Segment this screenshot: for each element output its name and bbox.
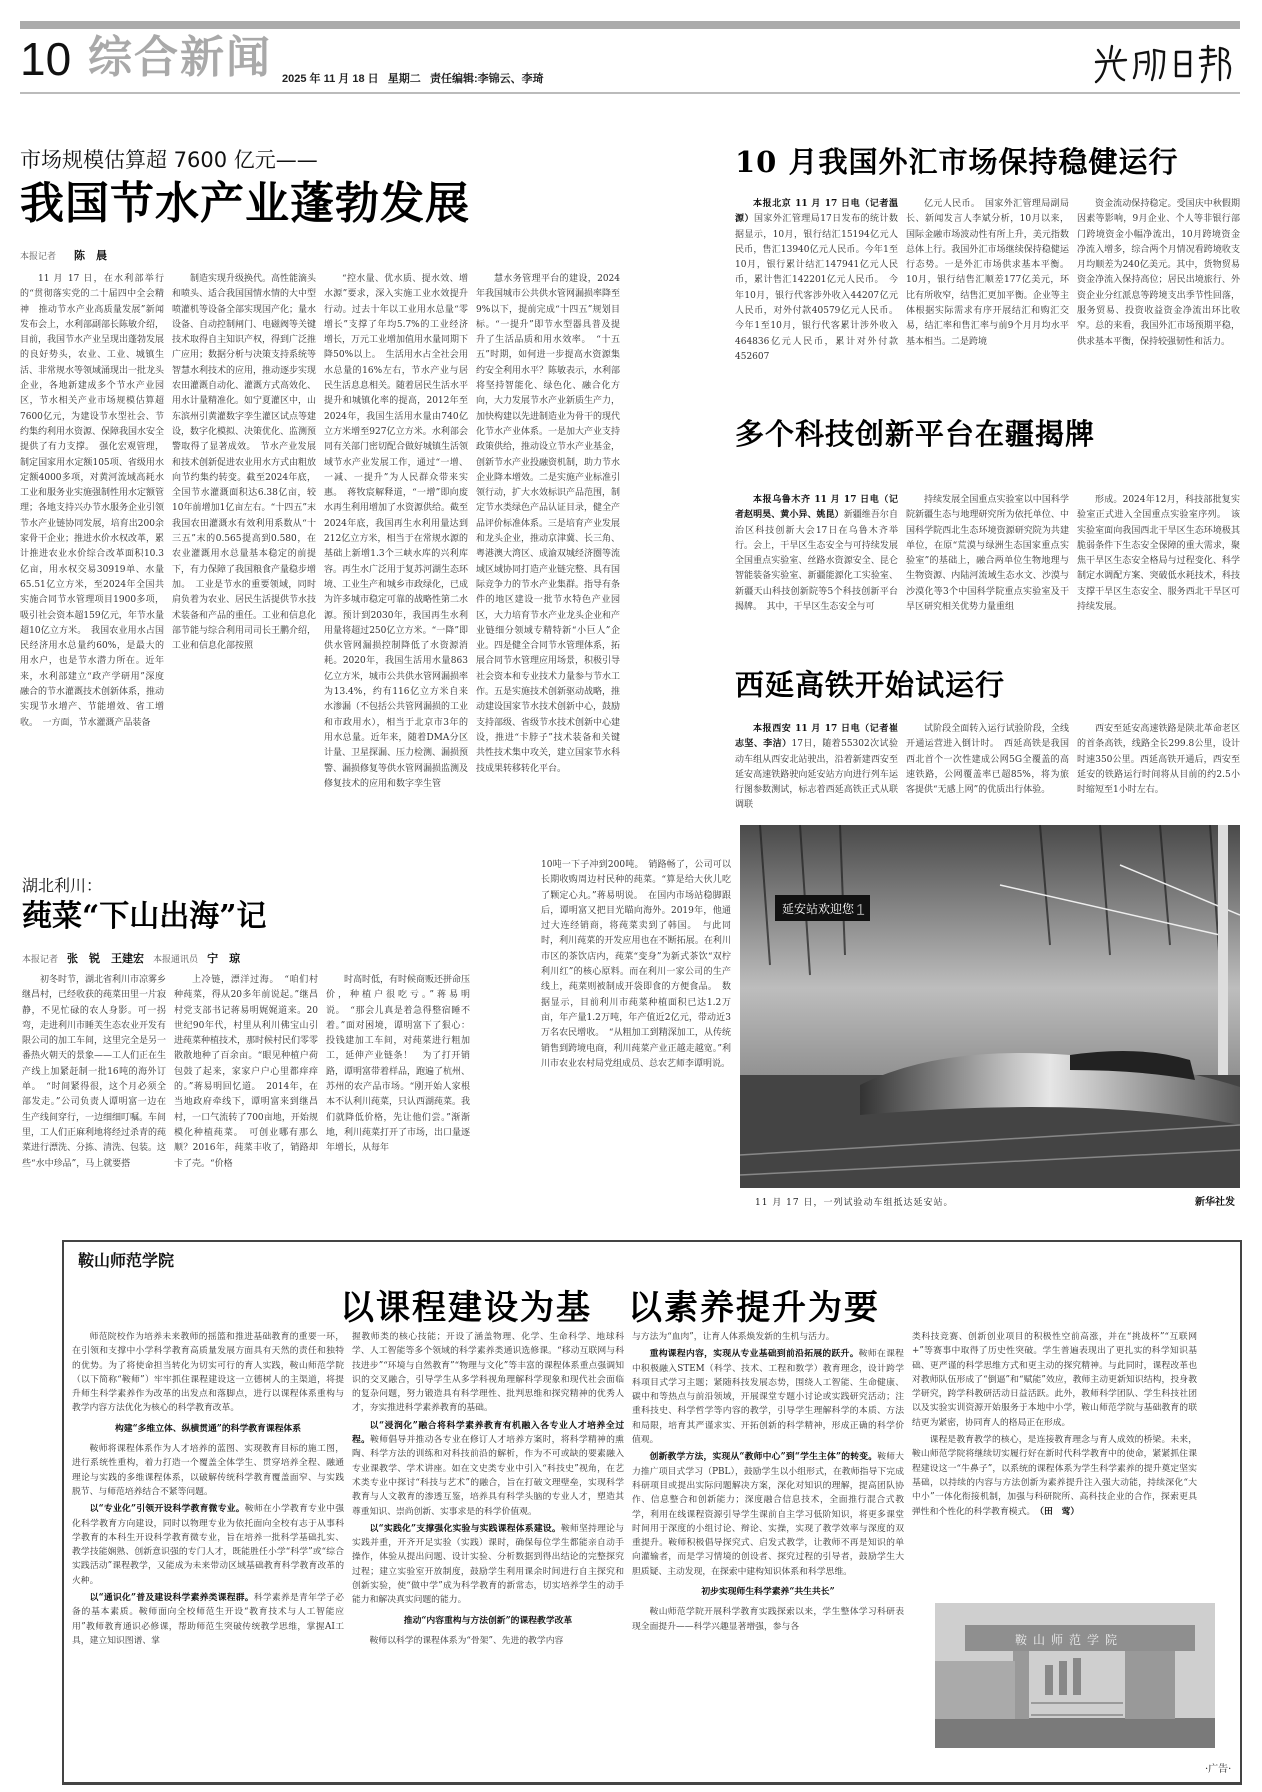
newspaper-logo (1090, 40, 1240, 86)
forex-headline: 10 月我国外汇市场保持稳健运行 (735, 145, 1179, 179)
byline-label: 本报通讯员 (153, 955, 199, 965)
ad-subhead: 推动“内容重构与方法创新”的课程教学改革 (403, 1615, 573, 1626)
paragraph: 鞍师以科学的课程体系为“骨架”、先进的教学内容 (369, 1635, 564, 1646)
paragraph: 师范院校作为培养未来教师的摇篮和推进基础教育的重要一环，在引领和支撑中小学科学教育高质量发展方面具有天然的责任和独特的优势。为了将使命担当转化为切实可行的育人实践，鞍山师范学院（以下简称“鞍师”）牢牢抓住课程建设这一立德树人的主渠道，将提升师生科学素养作为改革的出发点和落脚点，进行以课程体系重构与教学内容方法优化为核心的科学教育改革。 (72, 1332, 344, 1414)
paragraph: 11 月 17 日，在水利部举行的“贯彻落实党的二十届四中全会精神 推动节水产业高质量发展”新闻发布会上，水利部副部长陈敏介绍，目前，我国节水产业呈现出蓬勃发展的良好势头，农业、工业、城镇生活、非常规水等领域涌现出一批龙头企业，各地新建成多个节水产业园区，节水相关产业市场规模估算超7600亿元，为建设节水型社会、节约集约利用水资源、保障我国水安全提供了有力支撑。 强化宏观管理，制定国家用水定额105项、省级用水定额4000多项，对黄河流域高耗水工业和服务业实施强制性用水定额管理；各地支持兴办节水服务企业引领节水产业链协同发展，培育出200余家骨干企业；推进水价水权改革，累计推进农业水价综合改革面积10.3亿亩，用水权交易30919单、水量65.51亿立方米，至2024年全国共实施合同节水管理项目1900多项，吸引社会资本超159亿元，年节水量超10亿立方米。 我国农业用水占国民经济用水总量约60%，是最大的用水户，也是节水潜力所在。近年来，水利部建立“政产学研用”深度融合的节水灌溉技术创新体系，推动实现节水增产、节能增效、省工增收。 一方面，节水灌溉产品装备 (20, 274, 164, 728)
paragraph: 10吨一下子冲到200吨。 销路畅了，公司可以长期收购周边村民种的莼菜。“算是给大伙儿吃了颗定心丸。”蒋易明说。 在国内市场站稳脚跟后，谭明富又把目光瞄向海外。2019年，他通过大连经销商，将莼菜卖到了韩国。 与此同时，利川莼菜的开发应用也在不断拓展。在利川市区的茶饮店内，莼菜“变身”为新式茶饮“双柠利川红”的核心原料。而在利川一家公司的生产线上，莼菜则被制成开袋即食的方便食品。 数据显示，目前利川市莼菜种植面积已达1.2万亩，年产量1.2万吨，年产值近2亿元，带动近3万名农民增收。 “从粗加工到精深加工，从传统销售到跨境电商，利川莼菜产业正越走越宽。”利川市农业农村局党组成员、总农艺师李谭明说。 (541, 860, 731, 1069)
rail-col-2 (906, 722, 1069, 812)
lichuan-headline: 莼菜“下山出海”记 (22, 899, 267, 934)
paragraph: 持续发展全国重点实验室以中国科学院新疆生态与地理研究所为依托单位、中国科学院西北生态环境资源研究院为共建单位，在原“荒漠与绿洲生态国家重点实验室”的基础上，融合两单位生物地理与生物资源、内陆河流域生态水文、沙漠与沙漠化等3个中国科学院重点实验室及干旱区研究相关优势力量重组 (906, 495, 1069, 613)
rail-headline: 西延高铁开始试运行 (735, 668, 1006, 702)
water-headline: 我国节水产业蓬勃发展 (20, 178, 470, 229)
text: 鞍师在课程中积极融入STEM（科学、技术、工程和数学）教育理念，设计跨学科项目式学习主题；紧随科技发展态势，围绕人工智能、生命健康、碳中和等热点与前沿领域，开展课堂专题小讨论或实践研究活动；注重科技史、科学哲学等内容的教学，引导学生理解科学的本质、方法和局限，培育其严谨求实、开拓创新的科学精神，形成正确的科学价值观。 (632, 1349, 904, 1446)
section-title: 综合新闻 (88, 32, 272, 83)
byline-label: 本报记者 (20, 252, 57, 262)
gate-sign-text: 鞍山师范学院 (1015, 1633, 1124, 1647)
paragraph (912, 1433, 1197, 1519)
xinjiang-headline: 多个科技创新平台在疆揭牌 (735, 417, 1096, 451)
ad-col-1 (72, 1330, 344, 1785)
paragraph: 西安至延安高速铁路是陕北革命老区的首条高铁，线路全长299.8公里，设计时速350公里。西延高铁开通后，西安至延安的铁路运行时间将从目前的约2.5小时缩短至1小时左右。 (1077, 724, 1240, 796)
xinjiang-col-3 (1077, 493, 1240, 623)
ad-org-name: 鞍山师范学院 (78, 1251, 175, 1270)
paragraph: 时高时低，有时候商贩还拼命压价，种植户很吃亏。”蒋易明说。 “那会儿真是着急得整宿睡不着。”面对困境，谭明富下了狠心：投钱建加工车间，对莼菜进行粗加工，延伸产业链条！ 为了打开销路，谭明富带着样品，跑遍了杭州、苏州的农产品市场。“刚开始人家根本不认利川莼菜，只认西湖莼菜。我们就降低价格，先让他们尝。”渐渐地，利川莼菜打开了市场，出口量逐年增长，从每年 (326, 975, 470, 1154)
bold-lead: 以“实践化”支撑强化实验与实践课程体系建设。 (369, 1523, 561, 1534)
paragraph: 上冷链，漂洋过海。 “咱们村种莼菜，得从20多年前说起。”继昌村党支部书记蒋易明娓娓道来。20世纪90年代，村里从利川佛宝山引进莼菜种植技术，那时候村民们零零散散地种了百余亩。“眼见种植户荷包鼓了起来，家家户户心里都痒痒的。”蒋易明回忆道。 2014年，在当地政府牵线下，谭明富来到继昌村，一口气流转了700亩地，开始规模化种植莼菜。 可创业哪有那么顺？2016年，莼菜丰收了，销路却卡了壳。“价格 (174, 975, 318, 1169)
paragraph: 握教师类的核心技能；开设了涵盖物理、化学、生命科学、地球科学、人工智能等多个领域的科学素养类通识选修课。“移动互联网与科技进步”“环境与自然教育”“物理与文化”等丰富的课程体系重点强调知识的交叉融合，引导学生从多学科视角理解科学现象和现代社会面临的复杂问题，努力锻造具有科学理性、批判思维和探究精神的优秀人才，夯实推进科学素养教育的基础。 (352, 1332, 624, 1414)
lichuan-body-a (22, 973, 477, 1213)
lichuan-col-2 (174, 973, 318, 1213)
paragraph: 初冬时节，湖北省利川市凉雾乡继昌村，已经收获的莼菜田里一片寂静，不见忙碌的农人身影。可一拐弯，走进利川市睡芙生态农业开发有限公司的加工车间，这里完全是另一番热火朝天的景象——工人们正在生产线上加紧赶制一批16吨的海外订单。 “时间紧得很，这个月必须全部发走。”公司负责人谭明富一边在生产线间穿行，一边细细叮嘱。车间里，工人们正麻利地将经过杀青的莼菜进行漂洗、分拣、清洗、包装。这些“水中珍品”，马上就要搭 (22, 975, 166, 1169)
ad-subhead: 构建“多维立体、纵横贯通”的科学教育课程体系 (114, 1423, 302, 1434)
forex-body (735, 197, 1240, 382)
bold-lead: 重构课程内容，实现从专业基础到前沿拓展的跃升。 (649, 1349, 859, 1360)
paragraph (352, 1522, 624, 1608)
paragraph (632, 1347, 904, 1447)
paragraph (352, 1419, 624, 1519)
lichuan-col-3 (326, 973, 470, 1213)
paragraph: 鞍师将课程体系作为人才培养的蓝图、实现教育目标的施工图，进行系统性重构，着力打造一个覆盖全体学生、贯穿培养全程、融通理论与实践的多维课程体系，以破解传统科学教育覆盖面窄、与实践脱节、与师范培养结合不紧等问题。 (72, 1444, 344, 1497)
ad-col-2 (352, 1330, 624, 1785)
paragraph: 新疆维吾尔自治区科技创新大会17日在乌鲁木齐举行。会上，干旱区生态安全与可持续发展全国重点实验室、丝路水资源安全、昆仑智能装备实验室、新疆能源化工实验室、新疆天山科技创新院等5个科技创新平台揭牌。 其中，干旱区生态安全与可 (735, 510, 898, 613)
ad-signature: （田 莺） (1039, 1506, 1080, 1517)
paragraph: 慧水务管理平台的建设，2024年我国城市公共供水管网漏损率降至9%以下，提前完成“十四五”规划目标。“一提升”即节水型器具普及提升了生活品质和用水效率。 “十五五”时期，如何进一步提高水资源集约安全利用水平？陈敏表示，水利部将坚持智能化、绿色化、融合化方向，大力发展节水产业新质生产力，加快构建以先进制造业为骨干的现代化节水产业体系。一是加大产业支持政策供给，推动设立节水产业基金，创新节水产业投融资机制，助力节水企业降本增效。二是实施产业标准引领行动，扩大水效标识产品范围，制定节水类绿色产品认证目录，健全产品评价标准体系。三是培育产业发展和龙头企业，推动京津冀、长三角、粤港澳大湾区、成渝双城经济圈等流域区域协同打造产业链完整、具有国际竞争力的节水产业集群。指导有条件的地区建设一批节水特色产业园区，大力培育节水产业龙头企业和产业链细分领域专精特新“小巨人”企业。四是健全合同节水管理体系，拓展合同节水管理应用场景，积极引导社会资本和专业技术力量参与节水工作。五是实施技术创新驱动战略，推动建设国家节水技术创新中心，鼓励支持部级、省级节水技术创新中心建设，推进“卡脖子”技术装备和关键共性技术集中攻关，建立国家节水科技成果转移转化平台。 (476, 274, 620, 774)
lichuan-kicker: 湖北利川： (22, 876, 103, 895)
rail-col-3 (1077, 722, 1240, 812)
photo-credit: 新华社发 (1195, 1197, 1235, 1208)
text: 科学素养是青年学子必备的基本素质。鞍师面向全校师范生开设“教育技术与人工智能应用”教师教育通识必修课，帮助师范生突破传统教学思维，掌握AI工具，建立知识图谱、掌 (72, 1593, 344, 1646)
byline-name: 陈 晨 (74, 249, 108, 262)
ad-subhead: 初步实现师生科学素养“共生共长” (701, 1587, 835, 1598)
forex-col-1 (735, 197, 898, 382)
paragraph: 17日，随着55302次试验动车组从西安北站驶出，沿着新建西安至延安高速铁路驶向延安站方向进行列车运行图参数测试，标志着西延高铁正式从联调联 (735, 739, 898, 811)
masthead-top-bar (20, 21, 1240, 29)
paragraph: 形成。2024年12月，科技部批复实验室正式进入全国重点实验室序列。 该实验室面向我国西北干旱区生态环境极其脆弱条件下生态安全保障的重大需求，聚焦干旱区生态安全格局与过程变化、科学制定水调配方案、突破低水耗技术，科技支撑干旱区生态安全、服务西北干旱区可持续发展。 (1077, 495, 1240, 613)
train-photo (740, 825, 1240, 1188)
rail-lead: 本报西安 11 月 17 日电（记者崔志坚、李洁） (735, 724, 898, 750)
masthead-divider (20, 92, 1240, 94)
xinjiang-lead: 本报乌鲁木齐 11 月 17 日电（记者赵明昊、黄小异、姚昆） (735, 495, 898, 521)
lichuan-body-b (541, 858, 731, 1213)
water-col-3 (324, 272, 468, 820)
xinjiang-col-2 (906, 493, 1069, 623)
paragraph (632, 1450, 904, 1579)
paragraph: “控水量、优水质、提水效、增水源”要求，深入实施工业水效提升行动。过去十年以工业用水总量“零增长”支撑了年均5.7%的工业经济增长，万元工业增加值用水量同期下降50%以上。 生活用水占全社会用水总量的16%左右，节水产业与居民生活息息相关。随着居民生活水平提升和城镇化率的提高，2012年至2024年，我国生活用水量由740亿立方米增至927亿立方米。水利部会同有关部门密切配合做好城镇生活领域节水产业发展工作，通过“一增、一减、一提升”为人民群众带来实惠。 蒋牧宸解释道，“一增”即向废水再生利用增加了水资源供给。截至2024年底，我国再生水利用量达到212亿立方米，相当于在常规水源的基础上新增1.3个三峡水库的兴利库容。再生水广泛用于复苏河湖生态环境、工业生产和城乡市政绿化，已成为许多城市稳定可靠的战略性第二水源。预计到2030年，我国再生水利用量将超过250亿立方米。“一降”即供水管网漏损控制降低了水资源消耗。2020年，我国生活用水量863亿立方米，城市公共供水管网漏损率为13.4%，约有116亿立方米自来水渗漏（不包括公共管网漏损的工业和市政用水），相当于北京市3年的用水总量。近年来，随着DMA分区计量、卫星探漏、压力检测、漏损预警、漏损修复等供水管网漏损监测及修复技术的应用和数字孪生管 (324, 274, 468, 789)
forex-lead: 本报北京 11 月 17 日电（记者温源） (735, 199, 898, 225)
paragraph: 与方法为“血肉”，让育人体系焕发新的生机与活力。 (632, 1332, 835, 1342)
station-sign-text: 延安站欢迎您 (782, 902, 855, 916)
ad-label: ·广告· (1205, 1764, 1232, 1775)
lichuan-col-1 (22, 973, 166, 1213)
campus-gate-photo (935, 1603, 1215, 1748)
bold-lead: 创新教学方法，实现从“教师中心”到“学生主体”的转变。 (649, 1452, 878, 1463)
forex-col-3 (1077, 197, 1240, 382)
water-byline (20, 247, 107, 263)
bold-lead: 以“专业化”引领开设科学教育微专业。 (89, 1504, 245, 1515)
bold-lead: 以“浸润化”融合将科学素养教育有机融入各专业人才培养全过程。 (352, 1420, 624, 1446)
text: 鞍师坚持理论与实践并重，开齐开足实验（实践）课时，确保每位学生都能亲自动手操作，体验从提出问题、设计实验、分析数据到得出结论的完整探究过程；建立实验室开放制度，鼓励学生利用课余时间进行自主探究和创新实验，使“做中学”成为科学教育的新常态，切实培养学生的动手能力和解决真实问题的能力。 (352, 1523, 624, 1606)
xinjiang-body (735, 493, 1240, 623)
byline-name: 宁 琼 (207, 952, 241, 965)
dateline: 2025 年 11 月 18 日 星期二 责任编辑:李锦云、李琦 (282, 73, 544, 85)
forex-col-2 (906, 197, 1069, 382)
rail-col-1 (735, 722, 898, 812)
lichuan-byline (22, 950, 240, 966)
water-col-2 (172, 272, 316, 820)
text: 鞍师倡导并推动各专业在修订人才培养方案时，将科学精神的熏陶、科学方法的训练和对科技前沿的解析，作为不可或缺的要素融入专业课教学、学术讲座。如在文史类专业中引入“科技史”视角，在艺术类专业中探讨“科技与艺术”的融合，旨在打破文理壁垒，实现科学教育与人文教育的渗透互鉴，培养具有科学头脑的专业人才，塑造其尊重知识、崇尚创新、实事求是的科学价值观。 (352, 1435, 624, 1517)
platform-number: 1 (856, 902, 865, 919)
text: 鞍师大力推广项目式学习（PBL），鼓励学生以小组形式，在教师指导下完成科研项目或提出实际问题解决方案，深化对知识的理解，提高团队协作、信息整合和创新能力；深度融合信息技术，全面推行混合式教学，利用在线课程资源引导学生课前自主学习低阶知识，将更多课堂时间用于深度的小组讨论、辩论、实操，实现了教学效率与深度的双重提升。鞍师积极倡导探究式、启发式教学，让教师不再是知识的单向灌输者，而是学习情境的创设者、探究过程的引导者，鼓励学生大胆质疑、主动发现，在探索中建构知识体系和科学思维。 (632, 1452, 904, 1577)
page-number: 10 (20, 33, 72, 85)
water-kicker: 市场规模估算超 7600 亿元—— (20, 148, 318, 172)
paragraph: 鞍山师范学院开展科学教育实践探索以来，学生整体学习科研表现全面提升——科学兴趣显著增强，参与各 (632, 1607, 904, 1632)
paragraph: 亿元人民币。 国家外汇管理局副局长、新闻发言人李斌分析，10月以来，国际金融市场波动性有所上升，美元指数总体上行。我国外汇市场继续保持稳健运行态势。一是外汇市场供求基本平衡。10月，银行结售汇顺差177亿美元，环比有所收窄，结售汇更加平衡。企业等主体根据实际需求有序开展结汇和购汇交易，结汇率和售汇率与前9个月月均水平基本相当。二是跨境 (906, 199, 1069, 347)
rail-body (735, 722, 1240, 812)
paragraph: 类科技竞赛、创新创业项目的积极性空前高涨，并在“挑战杯”“互联网+”等赛事中取得了历史性突破。学生普遍表现出了更扎实的科学知识基础、更严谨的科学思维方式和更主动的探究精神。与此同时，课程改革也对教师队伍形成了“倒逼”和“赋能”效应，教师主动更新知识结构，投身教学研究，跨学科教研活动日益活跃。此外，教师科学团队、学生科技社团以及实验实训资源开始服务于本地中小学，鞍山师范学院与基础教育的联结更为紧密，协同育人的格局正在形成。 (912, 1332, 1197, 1428)
xinjiang-col-1 (735, 493, 898, 623)
paragraph: 资金流动保持稳定。受国庆中秋假期因素等影响，9月企业、个人等非银行部门跨境资金小幅净流出，10月跨境资金净流入增多，综合两个月情况看跨境收支月均顺差为240亿美元。其中，货物贸易资金净流入保持高位；居民出境旅行、外资企业分红派息等跨境支出季节性回落，服务贸易、投资收益资金净流出环比收窄。总的来看，我国外汇市场预期平稳，供求基本平衡，保持较强韧性和活力。 (1077, 199, 1240, 347)
bold-lead: 以“通识化”普及建设科学素养类课程群。 (89, 1593, 254, 1604)
paragraph (72, 1502, 344, 1588)
photo-caption: 11 月 17 日，一列试验动车组抵达延安站。 (755, 1198, 954, 1208)
paragraph: 试阶段全面转入运行试验阶段，全线开通运营进入倒计时。 西延高铁是我国西北首个一次性建成公网5G全覆盖的高速铁路，公网覆盖率已超85%，将为旅客提供“无感上网”的优质出行体验。 (906, 724, 1069, 796)
water-col-1 (20, 272, 164, 820)
ad-col-3 (632, 1330, 904, 1785)
byline-name: 张 锐 王建宏 (67, 952, 145, 965)
paragraph: 制造实现升级换代。高性能滴头和喷头、适合我国国情水情的大中型喷灌机等设备全部实现国产化；量水设备、自动控制闸门、电磁阀等关键技术取得自主知识产权，得到广泛推广应用；数据分析与决策支持系统等智慧水利技术的应用，推动逐步实现农田灌溉自动化、灌溉方式高效化、用水计量精准化。如宁夏灌区中，山东滨州引黄灌数字孪生灌区试点等建设，数字化模拟、决策优化、监测预警取得了显著成效。 节水产业发展和技术创新促进农业用水方式由粗放向节约集约转变。截至2024年底，全国节水灌溉面积达6.38亿亩，较10年前增加1亿亩左右。“十四五”末我国农田灌溉水有效利用系数从“十三五”末的0.565提高到0.580，在农业灌溉用水总量基本稳定的前提下，有力保障了我国粮食产量稳步增加。 工业是节水的重要领域，同时肩负着为农业、居民生活提供节水技术装备和产品的重任。工业和信息化部节能与综合利用司司长王鹏介绍，工业和信息化部按照 (172, 274, 316, 652)
ad-title: 以课程建设为基 以素养提升为要 (340, 1288, 880, 1328)
text: 鞍师在小学教育专业中强化科学教育方向建设，同时以物理专业为依托面向全校有志于从事科学教育的本科生开设科学教育微专业，旨在培养一批科学基础扎实、教学技能娴熟、创新意识强的专门人才，既能胜任小学“科学”或“综合实践活动”课程教学，又能成为未来带动区域基础教育科学教育改革的火种。 (72, 1504, 344, 1586)
byline-label: 本报记者 (22, 955, 59, 965)
paragraph (72, 1591, 344, 1648)
ad-col-4 (912, 1330, 1197, 1605)
water-col-4 (476, 272, 620, 820)
lichuan-col-4 (541, 858, 731, 1213)
paragraph: 国家外汇管理局17日发布的统计数据显示，10月，银行结汇15194亿元人民币，售汇13940亿元人民币。今年1至10月，银行累计结汇147941亿元人民币，累计售汇142201亿元人民币。 今年10月，银行代客涉外收入44207亿元人民币，对外付款40579亿元人民币。今年1至10月，银行代客累计涉外收入464836亿元人民币，累计对外付款452607 (735, 214, 898, 362)
text: 课程是教育教学的核心，是连接教育理念与育人成效的桥梁。未来，鞍山师范学院将继续切实履行好在新时代科学教育中的使命，紧紧抓住课程建设这一“牛鼻子”，以系统的课程体系为学生科学素养的提升奠定坚实基础，以持续的内容与方法创新为素养提升注入强大动能，持续深化“大中小”一体化衔接机制，加强与科研院所、高科技企业的合作，探索更具弹性和个性化的科学教育模式。 (912, 1435, 1197, 1517)
water-body (20, 272, 620, 820)
